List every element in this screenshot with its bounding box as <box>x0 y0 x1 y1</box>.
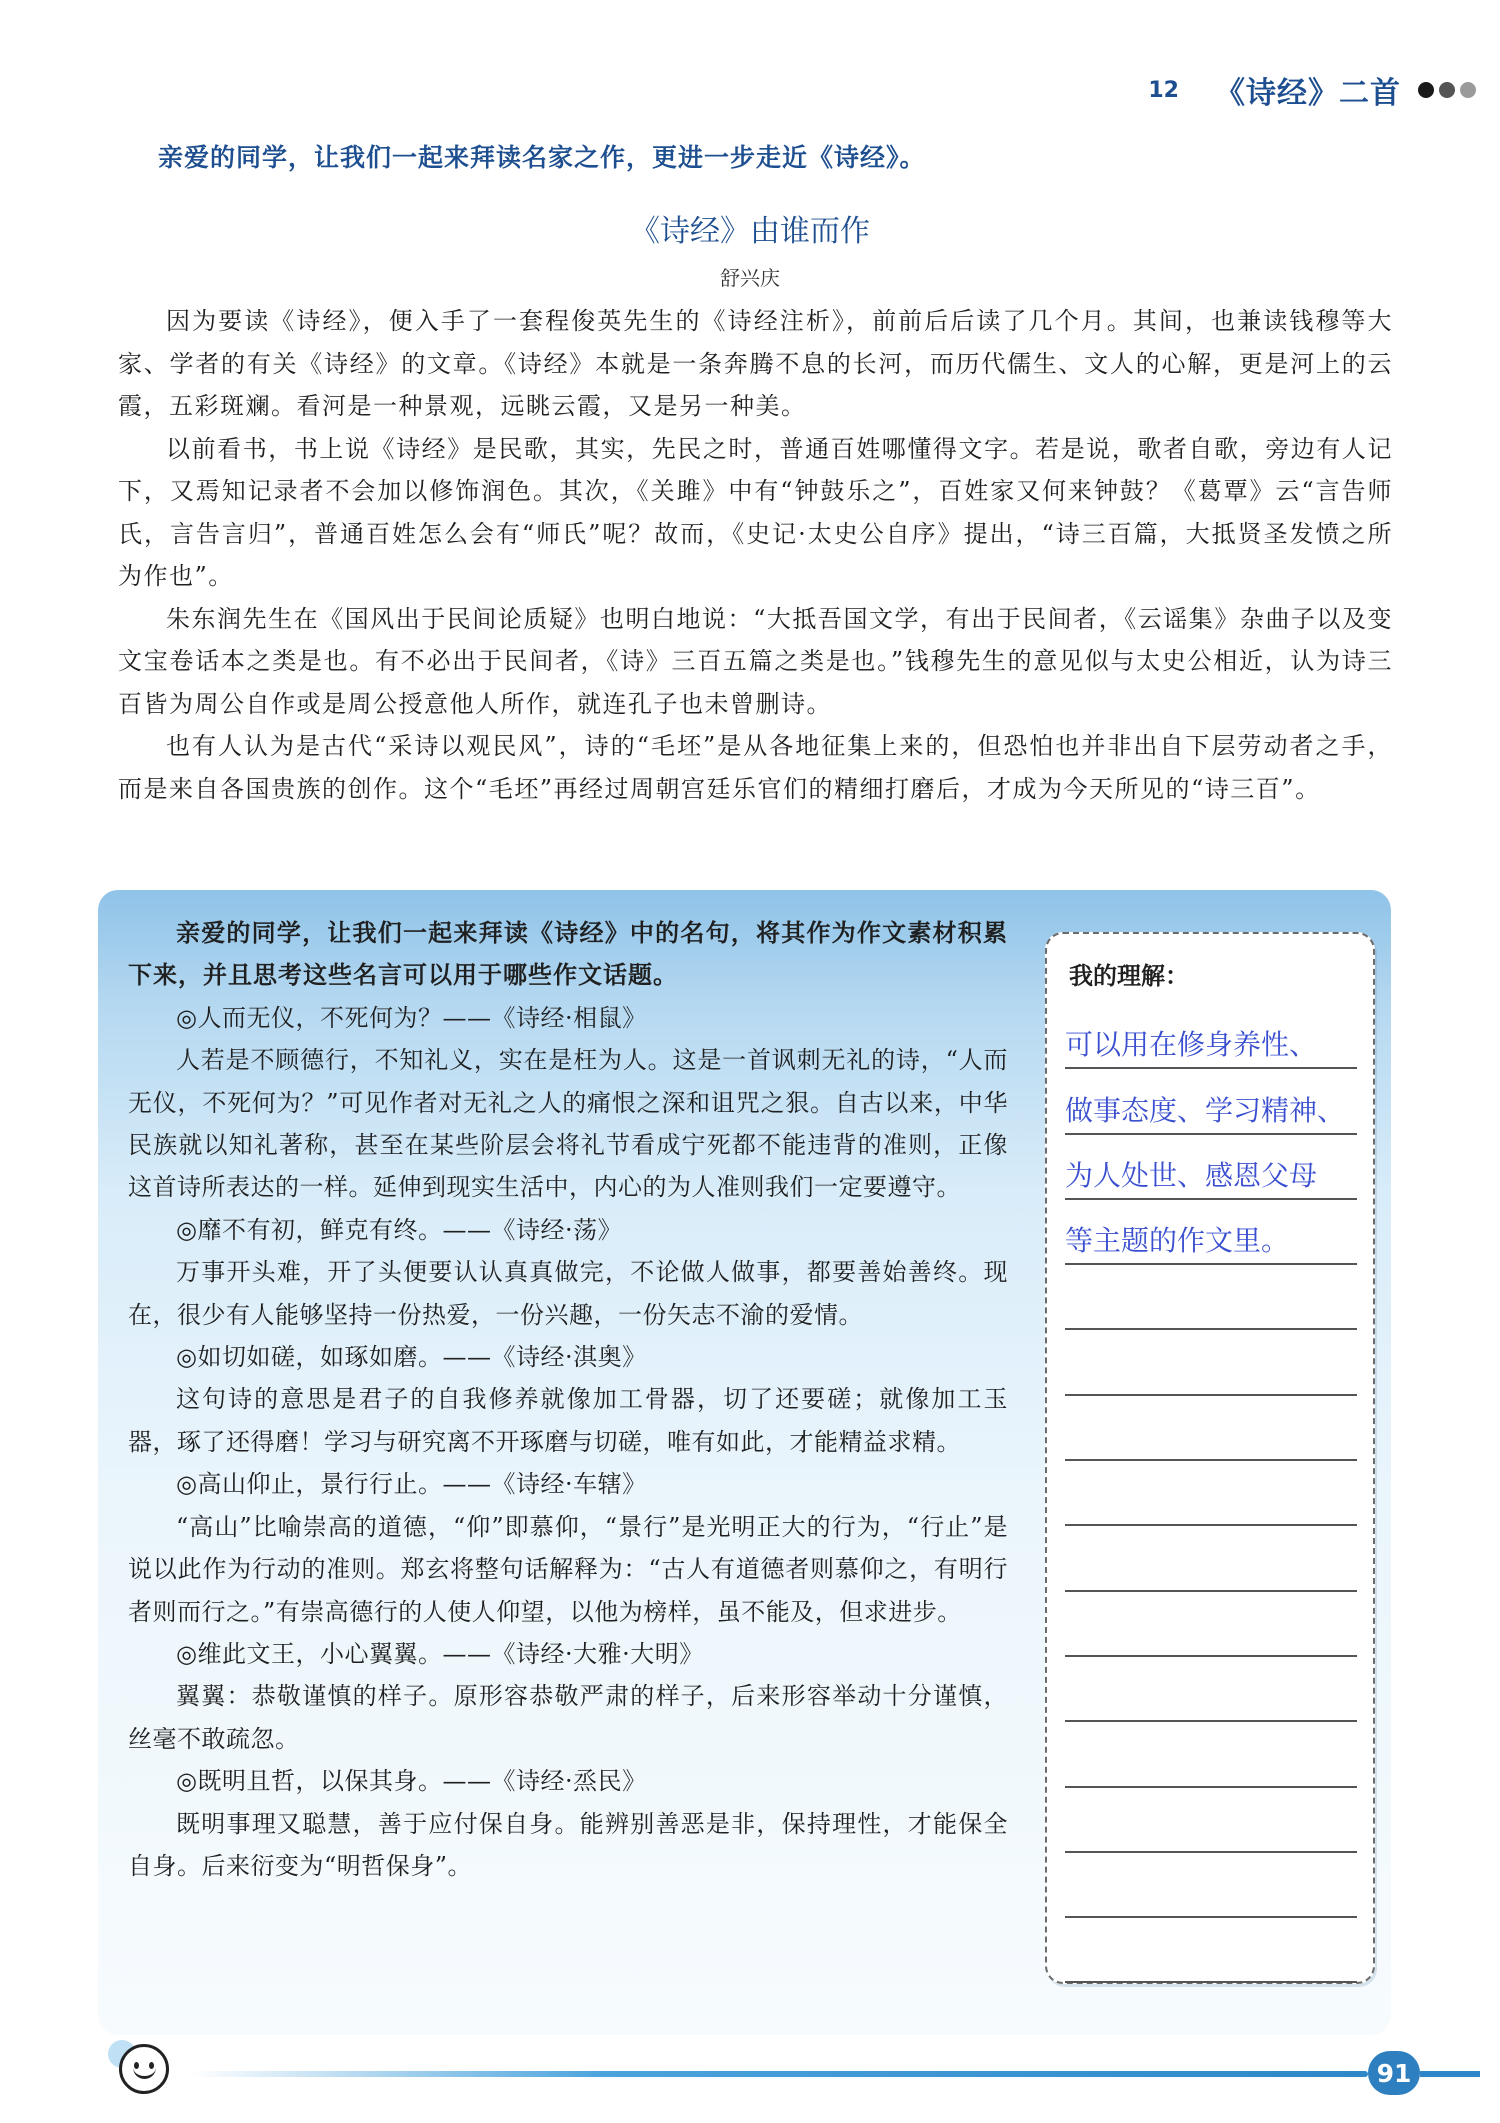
header-dot-3 <box>1460 82 1476 98</box>
note-blank-line[interactable] <box>1065 1396 1357 1461</box>
note-blank-line[interactable] <box>1065 1788 1357 1853</box>
header-dot-1 <box>1418 82 1434 98</box>
smiley-icon <box>119 2044 169 2094</box>
quotes-content <box>128 912 1008 1887</box>
header-dot-2 <box>1439 82 1455 98</box>
note-blank-line[interactable] <box>1065 1592 1357 1657</box>
article-paragraph: 以前看书，书上说《诗经》是民歌，其实，先民之时，普通百姓哪懂得文字。若是说，歌者自歌，旁边有人记下，又焉知记录者不会加以修饰润色。其次，《关雎》中有“钟鼓乐之”，百姓家又何来钟鼓？《葛覃》云“言告师氏，言告言归”，普通百姓怎么会有“师氏”呢？故而，《史记·太史公自序》提出，“诗三百篇，大抵贤圣发愤之所为作也”。 <box>118 434 1393 590</box>
footer-rule-tail <box>1420 2071 1480 2077</box>
quote-line: ◎人而无仪，不死何为？——《诗经·相鼠》 <box>176 1003 647 1032</box>
note-answer-line[interactable]: 为人处世、感恩父母 <box>1065 1135 1357 1200</box>
quote-explanation: 这句诗的意思是君子的自我修养就像加工骨器，切了还要磋；就像加工玉器，琢了还得磨！学习与研究离不开琢磨与切磋，唯有如此，才能精益求精。 <box>128 1385 1008 1456</box>
note-answer-line[interactable]: 做事态度、学习精神、 <box>1065 1069 1357 1134</box>
note-answer-line[interactable]: 等主题的作文里。 <box>1065 1200 1357 1265</box>
note-blank-line[interactable] <box>1065 1657 1357 1722</box>
chapter-title: 《诗经》二首 <box>1215 76 1401 111</box>
article-paragraph: 朱东润先生在《国风出于民间论质疑》也明白地说：“大抵吾国文学，有出于民间者，《云谣集》杂曲子以及变文宝卷话本之类是也。有不必出于民间者，《诗》三百五篇之类是也。”钱穆先生的意见似与太史公相近，认为诗三百皆为周公自作或是周公授意他人所作，就连孔子也未曾删诗。 <box>118 604 1394 718</box>
quote-explanation: 万事开头难，开了头便要认认真真做完，不论做人做事，都要善始善终。现在，很少有人能够坚持一份热爱，一份兴趣，一份矢志不渝的爱情。 <box>128 1258 1008 1329</box>
page-number: 91 <box>1368 2051 1420 2095</box>
article-paragraph: 因为要读《诗经》，便入手了一套程俊英先生的《诗经注析》，前前后后读了几个月。其间，也兼读钱穆等大家、学者的有关《诗经》的文章。《诗经》本就是一条奔腾不息的长河，而历代儒生、文人的心解，更是河上的云霞，五彩斑斓。看河是一种景观，远眺云霞，又是另一种美。 <box>118 307 1393 420</box>
quote-explanation: 翼翼：恭敬谨慎的样子。原形容恭敬严肃的样子，后来形容举动十分谨慎，丝毫不敢疏忽。 <box>128 1682 1008 1753</box>
quote-explanation: 既明事理又聪慧，善于应付保自身。能辨别善恶是非，保持理性，才能保全自身。后来衍变为“明哲保身”。 <box>128 1809 1008 1880</box>
article-title: 《诗经》由谁而作 <box>630 214 870 249</box>
quote-line: ◎维此文王，小心翼翼。——《诗经·大雅·大明》 <box>176 1639 704 1668</box>
note-blank-line[interactable] <box>1065 1461 1357 1526</box>
note-blank-line[interactable] <box>1065 1265 1357 1330</box>
quote-explanation: 人若是不顾德行，不知礼义，实在是枉为人。这是一首讽刺无礼的诗，“人而无仪，不死何为？”可见作者对无礼之人的痛恨之深和诅咒之狠。自古以来，中华民族就以知礼著称，甚至在某些阶层会将礼节看成宁死都不能违背的准则，正像这首诗所表达的一样。延伸到现实生活中，内心的为人准则我们一定要遵守。 <box>128 1046 1008 1202</box>
understanding-note-card <box>1045 932 1375 1984</box>
page-header <box>1148 70 1476 110</box>
note-blank-line[interactable] <box>1065 1853 1357 1918</box>
article-paragraph: 也有人认为是古代“采诗以观民风”，诗的“毛坯”是从各地征集上来的，但恐怕也并非出自下层劳动者之手，而是来自各国贵族的创作。这个“毛坯”再经过周朝宫廷乐官们的精细打磨后，才成为今天所见的“诗三百”。 <box>118 732 1393 803</box>
quote-line: ◎靡不有初，鲜克有终。——《诗经·荡》 <box>176 1215 623 1244</box>
note-blank-line[interactable] <box>1065 1722 1357 1787</box>
panel-lead: 亲爱的同学，让我们一起来拜读《诗经》中的名句，将其作为作文素材积累下来，并且思考这些名言可以用于哪些作文话题。 <box>128 919 1008 990</box>
footer-rule <box>190 2071 1368 2077</box>
quote-line: ◎高山仰止，景行行止。——《诗经·车辖》 <box>176 1470 647 1499</box>
note-lines <box>1065 1004 1357 1983</box>
note-blank-line[interactable] <box>1065 1918 1357 1983</box>
note-answer-line[interactable]: 可以用在修身养性、 <box>1065 1004 1357 1069</box>
quote-line: ◎如切如磋，如琢如磨。——《诗经·淇奥》 <box>176 1343 647 1372</box>
note-blank-line[interactable] <box>1065 1526 1357 1591</box>
article-author: 舒兴庆 <box>720 266 780 290</box>
chapter-number: 12 <box>1148 77 1179 103</box>
quote-explanation: “高山”比喻崇高的道德，“仰”即慕仰，“景行”是光明正大的行为，“行止”是说以此作为行动的准则。郑玄将整句话解释为：“古人有道德者则慕仰之，有明行者则而行之。”有崇高德行的人使人仰望，以他为榜样，虽不能及，但求进步。 <box>128 1512 1008 1626</box>
note-blank-line[interactable] <box>1065 1330 1357 1395</box>
quote-line: ◎既明且哲，以保其身。——《诗经·烝民》 <box>176 1767 647 1796</box>
article-body <box>118 300 1393 810</box>
intro-text: 亲爱的同学，让我们一起来拜读名家之作，更进一步走近《诗经》。 <box>158 143 926 172</box>
note-label: 我的理解： <box>1069 962 1189 990</box>
